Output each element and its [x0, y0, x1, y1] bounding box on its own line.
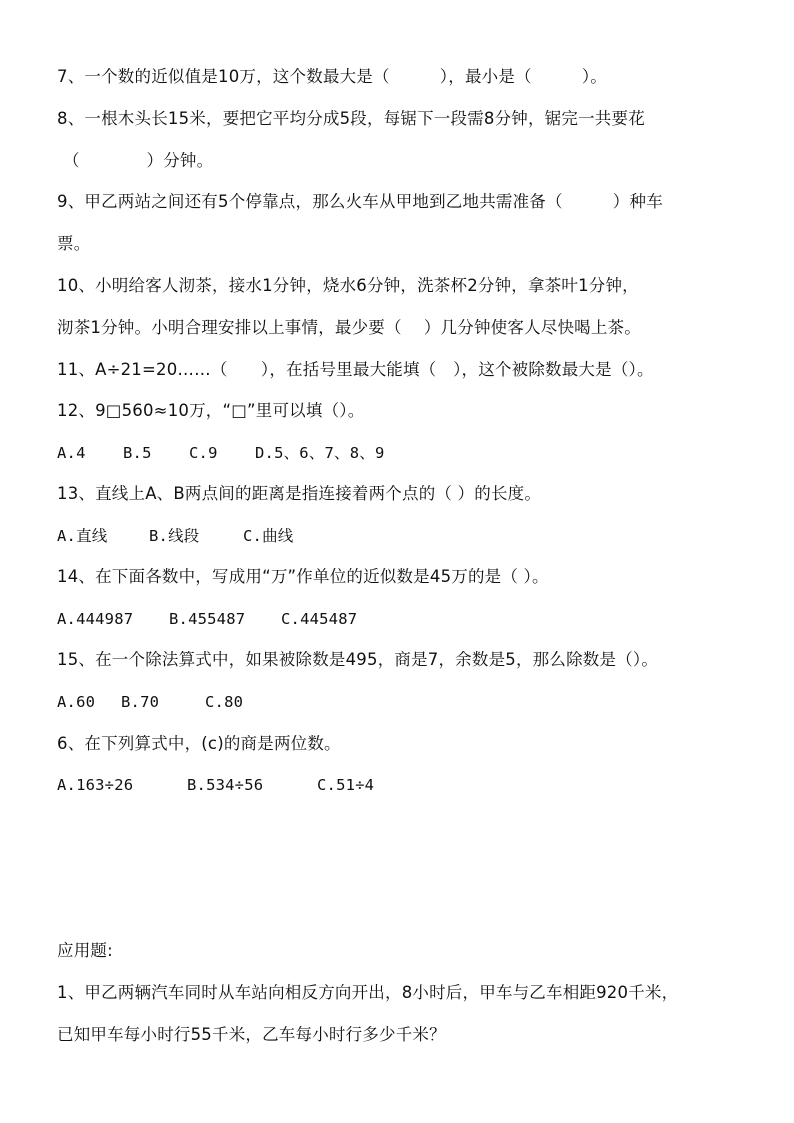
question-14: 14、在下面各数中，写成用“万”作单位的近似数是45万的是（ ）。: [57, 567, 549, 586]
option-c: C.曲线: [243, 527, 294, 545]
option-b: B.5: [123, 444, 152, 462]
question-15: 15、在一个除法算式中，如果被除数是495，商是7，余数是5，那么除数是（）。: [57, 650, 659, 669]
option-c: C.51÷4: [317, 776, 375, 794]
option-d: D.5、6、7、8、9: [255, 444, 385, 462]
option-b: B.线段: [149, 527, 200, 545]
option-a: A.60: [57, 693, 96, 711]
question-8-line-1: 8、一根木头长15米，要把它平均分成5段，每锯下一段需8分钟，锯完一共要花: [57, 109, 645, 128]
question-12: 12、9□560≈10万，“□”里可以填（）。: [57, 401, 365, 420]
question-13: 13、直线上A、B两点间的距离是指连接着两个点的（ ）的长度。: [57, 484, 542, 503]
option-a: A.444987: [57, 610, 134, 628]
option-c: C.9: [189, 444, 218, 462]
question-6-options: [57, 774, 374, 796]
application-problem-1-line-1: 1、甲乙两辆汽车同时从车站向相反方向开出，8小时后，甲车与乙车相距920千米，: [57, 983, 679, 1002]
question-8-line-2: （ ）分钟。: [63, 151, 214, 170]
question-14-options: [57, 608, 357, 630]
option-a: A.直线: [57, 527, 108, 545]
question-15-options: [57, 691, 243, 713]
option-c: C.445487: [281, 610, 358, 628]
question-9-line-2: 票。: [57, 234, 91, 253]
option-b: B.534÷56: [187, 776, 264, 794]
question-6: 6、在下列算式中，(c)的商是两位数。: [57, 734, 341, 753]
application-heading: 应用题:: [57, 941, 113, 960]
question-9-line-1: 9、甲乙两站之间还有5个停靠点，那么火车从甲地到乙地共需准备（ ）种车: [57, 192, 663, 211]
question-10-line-1: 10、小明给客人沏茶，接水1分钟，烧水6分钟，洗茶杯2分钟，拿茶叶1分钟，: [57, 276, 639, 295]
question-12-options: [57, 442, 385, 464]
application-problem-1-line-2: 已知甲车每小时行55千米，乙车每小时行多少千米？: [57, 1025, 446, 1044]
question-11: 11、A÷21=20……（ ），在括号里最大能填（ ），这个被除数最大是（）。: [57, 360, 654, 379]
option-b: B.455487: [169, 610, 246, 628]
option-a: A.4: [57, 444, 86, 462]
option-a: A.163÷26: [57, 776, 134, 794]
option-b: B.70: [121, 693, 160, 711]
question-10-line-2: 沏茶1分钟。小明合理安排以上事情，最少要（ ）几分钟使客人尽快喝上茶。: [57, 318, 641, 337]
question-7: 7、一个数的近似值是10万，这个数最大是（ ），最小是（ ）。: [57, 67, 607, 86]
option-c: C.80: [205, 693, 244, 711]
question-13-options: [57, 525, 293, 547]
